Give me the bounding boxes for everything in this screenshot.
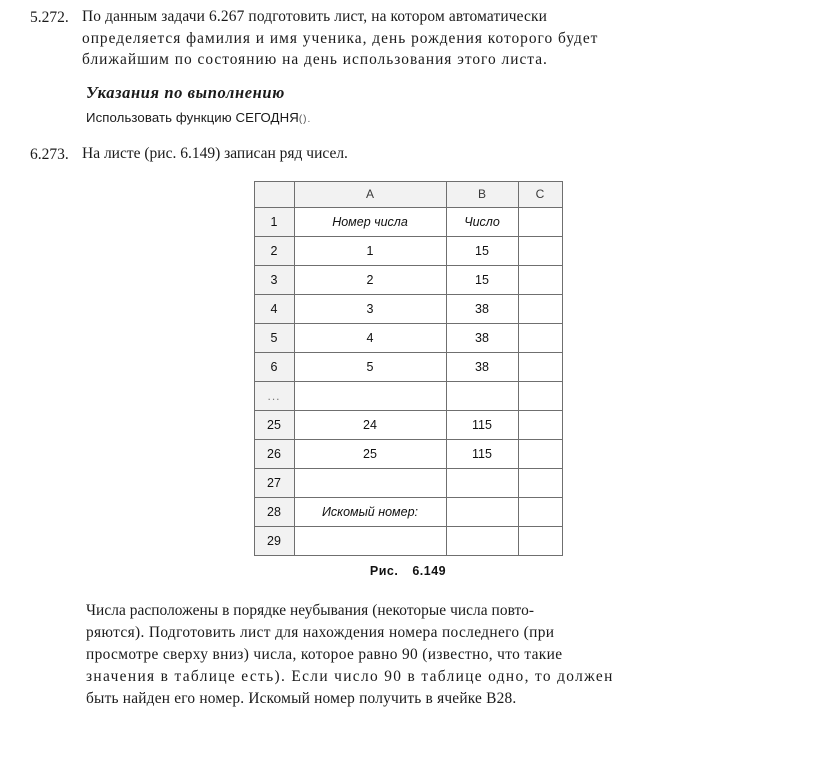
- table-row: [254, 468, 562, 497]
- cell-b29[interactable]: [446, 526, 518, 555]
- cell-b6[interactable]: 38: [446, 352, 518, 381]
- paragraph-line-3: просмотре сверху вниз) числа, которое равно 90 (известно, что такие: [86, 645, 563, 663]
- cell-c28[interactable]: [518, 497, 562, 526]
- table-row: [254, 497, 562, 526]
- hint-title: Указания по выполнению: [86, 82, 285, 102]
- row-header[interactable]: 26: [254, 439, 294, 468]
- exercise-5272-number: 5.272.: [30, 9, 69, 26]
- row-header[interactable]: 3: [254, 265, 294, 294]
- row-header[interactable]: 29: [254, 526, 294, 555]
- row-header[interactable]: 2: [254, 236, 294, 265]
- cell-c5[interactable]: [518, 323, 562, 352]
- column-header-row: [254, 181, 562, 207]
- table-row: [254, 236, 562, 265]
- exercise-6273: [30, 143, 786, 165]
- hint-text-suffix: ().: [298, 113, 312, 125]
- row-header[interactable]: 1: [254, 207, 294, 236]
- cell-a3[interactable]: 2: [294, 265, 446, 294]
- exercise-6273-body: [82, 143, 786, 165]
- cell-c25[interactable]: [518, 410, 562, 439]
- cell-a28[interactable]: Искомый номер:: [294, 497, 446, 526]
- exercise-6273-paragraph: [86, 600, 756, 710]
- table-row: [254, 439, 562, 468]
- row-header[interactable]: 6: [254, 352, 294, 381]
- exercise-5272-body: [82, 6, 786, 71]
- row-header[interactable]: 27: [254, 468, 294, 497]
- spreadsheet-body: [254, 181, 562, 555]
- figure-caption-word: Рис.: [369, 563, 399, 578]
- paragraph-line-2: ряются). Подготовить лист для нахождения номера последнего (при: [86, 623, 555, 641]
- paragraph-line-4: значения в таблице есть). Если число 90 в таблице одно, то должен: [86, 667, 614, 685]
- cell-b28[interactable]: [446, 497, 518, 526]
- cell-c27[interactable]: [518, 468, 562, 497]
- table-row: [254, 410, 562, 439]
- hint-text: Использовать функцию СЕГОДНЯ: [86, 109, 299, 125]
- cell-b26[interactable]: 115: [446, 439, 518, 468]
- figure-caption-number: 6.149: [412, 563, 447, 578]
- table-row: [254, 526, 562, 555]
- table-row: [254, 352, 562, 381]
- cell-c26[interactable]: [518, 439, 562, 468]
- exercise-5272-line-3: ближайшим по состоянию на день использования этого листа.: [82, 51, 548, 68]
- cell-b27[interactable]: [446, 468, 518, 497]
- exercise-5272-text: [82, 6, 786, 71]
- cell-c3[interactable]: [518, 265, 562, 294]
- exercise-5272: [30, 6, 786, 71]
- column-header-b[interactable]: B: [446, 181, 518, 207]
- table-row: [254, 207, 562, 236]
- select-all-corner[interactable]: [254, 181, 294, 207]
- column-header-a[interactable]: A: [294, 181, 446, 207]
- cell-b1[interactable]: Число: [446, 207, 518, 236]
- table-row: [254, 265, 562, 294]
- cell-a26[interactable]: 25: [294, 439, 446, 468]
- cell-c2[interactable]: [518, 236, 562, 265]
- cell-b3[interactable]: 15: [446, 265, 518, 294]
- cell-a5[interactable]: 4: [294, 323, 446, 352]
- cell-c29[interactable]: [518, 526, 562, 555]
- hint-text-line: [86, 110, 786, 125]
- figure-6149: [30, 181, 786, 578]
- exercise-6273-text: На листе (рис. 6.149) записан ряд чисел.: [82, 144, 348, 162]
- cell-a1[interactable]: Номер числа: [294, 207, 446, 236]
- table-row-ellipsis: [254, 381, 562, 410]
- cell-b2[interactable]: 15: [446, 236, 518, 265]
- row-header[interactable]: 5: [254, 323, 294, 352]
- cell-a29[interactable]: [294, 526, 446, 555]
- cell-c-ellipsis[interactable]: [518, 381, 562, 410]
- cell-b4[interactable]: 38: [446, 294, 518, 323]
- cell-a25[interactable]: 24: [294, 410, 446, 439]
- table-row: [254, 323, 562, 352]
- cell-a4[interactable]: 3: [294, 294, 446, 323]
- row-header-ellipsis: ...: [254, 381, 294, 410]
- exercise-5272-line-1: По данным задачи 6.267 подготовить лист, на котором автоматически: [82, 8, 547, 25]
- cell-b-ellipsis[interactable]: [446, 381, 518, 410]
- cell-a-ellipsis[interactable]: [294, 381, 446, 410]
- cell-c4[interactable]: [518, 294, 562, 323]
- cell-a27[interactable]: [294, 468, 446, 497]
- column-header-c[interactable]: C: [518, 181, 562, 207]
- spreadsheet-table: [254, 181, 563, 556]
- exercise-6273-number: 6.273.: [30, 145, 69, 163]
- row-header[interactable]: 28: [254, 497, 294, 526]
- row-header[interactable]: 25: [254, 410, 294, 439]
- table-row: [254, 294, 562, 323]
- row-header[interactable]: 4: [254, 294, 294, 323]
- exercise-5272-line-2: определяется фамилия и имя ученика, день рождения которого будет: [82, 29, 599, 47]
- hint-block: [86, 83, 786, 125]
- paragraph-line-5: быть найден его номер. Искомый номер получить в ячейке B28.: [86, 689, 517, 707]
- cell-a6[interactable]: 5: [294, 352, 446, 381]
- cell-a2[interactable]: 1: [294, 236, 446, 265]
- figure-caption: [370, 564, 446, 578]
- cell-c6[interactable]: [518, 352, 562, 381]
- paragraph-line-1: Числа расположены в порядке неубывания (некоторые числа повто-: [86, 601, 534, 619]
- cell-b25[interactable]: 115: [446, 410, 518, 439]
- cell-c1[interactable]: [518, 207, 562, 236]
- cell-b5[interactable]: 38: [446, 323, 518, 352]
